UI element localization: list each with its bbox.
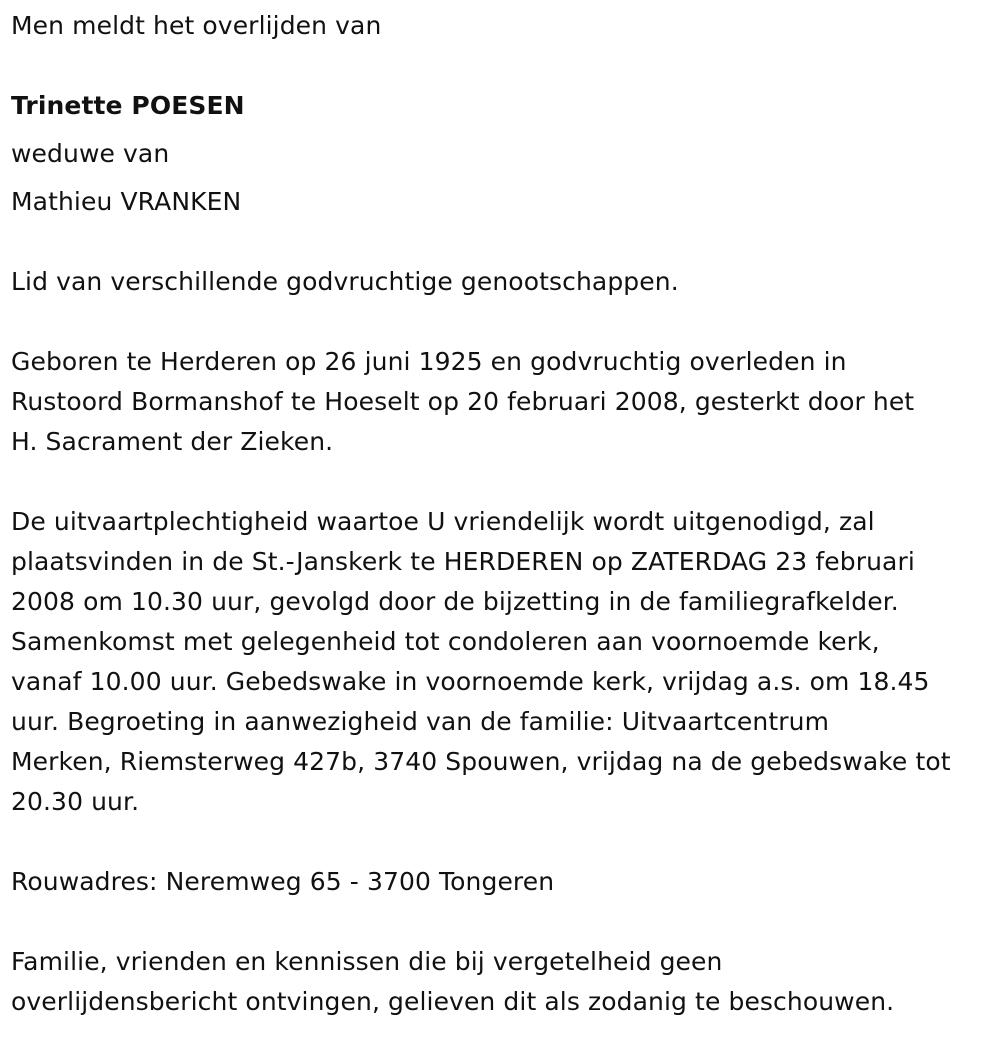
paragraph-line: 2008 om 10.30 uur, gevolgd door de bijzetting in de familiegrafkelder. [11, 587, 899, 616]
paragraph-line: 20.30 uur. [11, 787, 140, 816]
paragraph-line: plaatsvinden in de St.-Janskerk te HERDEREN op ZATERDAG 23 februari [11, 547, 915, 576]
deceased-name: Trinette POESEN [11, 91, 245, 120]
paragraph-line: uur. Begroeting in aanwezigheid van de familie: Uitvaartcentrum [11, 707, 830, 736]
paragraph-line: Rustoord Bormanshof te Hoeselt op 20 februari 2008, gesterkt door het [11, 387, 915, 416]
paragraph-line: H. Sacrament der Zieken. [11, 427, 334, 456]
intro-line: Men meldt het overlijden van [11, 11, 382, 40]
mourning-address: Rouwadres: Neremweg 65 - 3700 Tongeren [11, 867, 555, 896]
paragraph-line: overlijdensbericht ontvingen, gelieven dit als zodanig te beschouwen. [11, 987, 895, 1016]
paragraph-line: Merken, Riemsterweg 427b, 3740 Spouwen, vrijdag na de gebedswake tot [11, 747, 951, 776]
membership-line: Lid van verschillende godvruchtige genootschappen. [11, 267, 679, 296]
paragraph-line: Samenkomst met gelegenheid tot condoleren aan voornoemde kerk, [11, 627, 880, 656]
spouse-name: Mathieu VRANKEN [11, 187, 242, 216]
paragraph-line: Familie, vrienden en kennissen die bij vergetelheid geen [11, 947, 723, 976]
paragraph-line: De uitvaartplechtigheid waartoe U vriendelijk wordt uitgenodigd, zal [11, 507, 875, 536]
relation-line: weduwe van [11, 139, 170, 168]
paragraph-line: Geboren te Herderen op 26 juni 1925 en godvruchtig overleden in [11, 347, 847, 376]
paragraph-line: vanaf 10.00 uur. Gebedswake in voornoemde kerk, vrijdag a.s. om 18.45 [11, 667, 930, 696]
